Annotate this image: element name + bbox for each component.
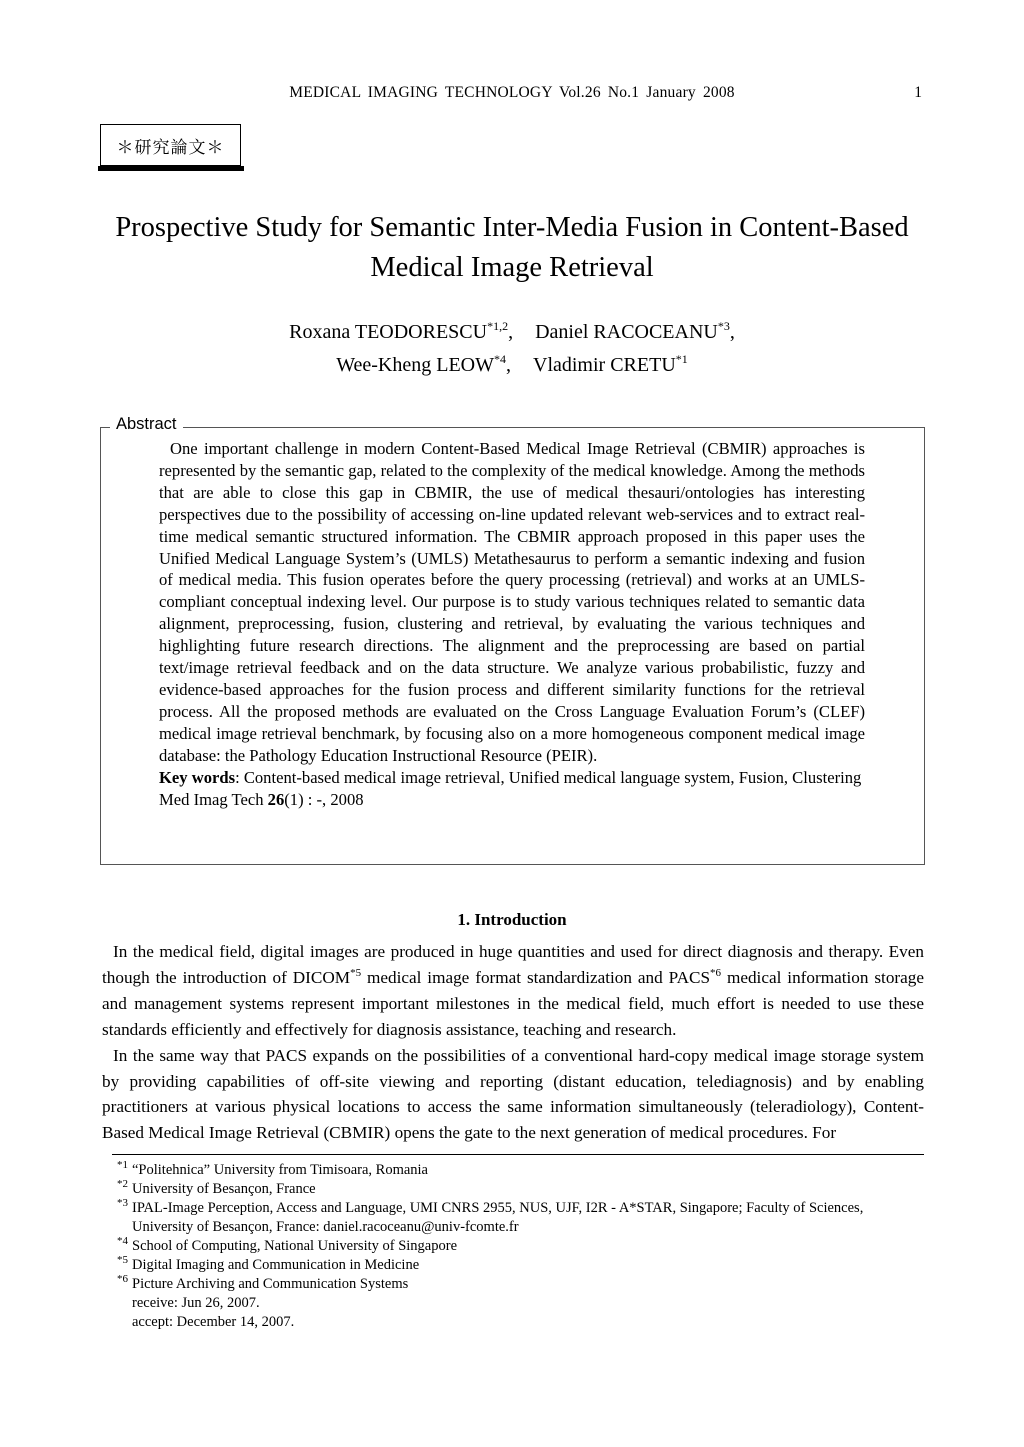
author-separator: , <box>506 354 511 376</box>
author-list <box>100 316 924 382</box>
accepted-date: accept: December 14, 2007. <box>132 1314 295 1330</box>
section-heading: 1. Introduction <box>457 910 567 929</box>
footnote <box>117 1161 877 1180</box>
intro-paragraph-1 <box>102 939 924 1043</box>
intro-text: medical image format standardization and PACS <box>361 967 711 987</box>
author-line-1 <box>100 316 924 349</box>
footnote-text: Picture Archiving and Communication Systems <box>132 1276 409 1292</box>
footnote <box>117 1275 877 1294</box>
footnote-text: IPAL-Image Perception, Access and Language, UMI CNRS 2955, NUS, UJF, I2R - A*STAR, Singapore; Faculty of Sciences, University of Besançon, France: daniel.racoceanu@univ-fcomte.fr <box>132 1200 864 1235</box>
affiliation-mark: *3 <box>717 319 730 333</box>
footnote <box>117 1199 877 1237</box>
article-category-badge: ＊研究論文＊ <box>100 124 241 166</box>
footnote-text: Digital Imaging and Communication in Medicine <box>132 1257 420 1273</box>
author-separator: , <box>729 321 735 343</box>
footnote-ref: *6 <box>710 966 722 979</box>
title-line-1: Prospective Study for Semantic Inter-Media Fusion in Content-Based <box>115 212 909 243</box>
footnote-text: “Politehnica” University from Timisoara, Romania <box>132 1162 428 1178</box>
affiliation-mark: *1,2 <box>487 319 509 333</box>
author-name: Wee-Kheng LEOW <box>336 354 494 376</box>
author-name: Roxana TEODORESCU <box>289 321 488 343</box>
footnote-mark: *6 <box>117 1273 128 1285</box>
affiliation-mark: *4 <box>494 352 506 366</box>
keywords-line <box>159 767 865 789</box>
keywords-label: Key words <box>159 767 236 787</box>
footnote <box>117 1180 877 1199</box>
footnote-mark: *3 <box>117 1197 128 1209</box>
author-name: Daniel RACOCEANU <box>535 321 718 343</box>
category-badge-underline <box>98 166 244 171</box>
footnote <box>117 1256 877 1275</box>
author-name: Vladimir CRETU <box>533 354 676 376</box>
received-date: receive: Jun 26, 2007. <box>132 1295 260 1311</box>
abstract-text: One important challenge in modern Content-Based Medical Image Retrieval (CBMIR) approaches is represented by the semantic gap, related to the complexity of the medical knowledge. Among the methods that are able to close this gap in CBMIR, the use of medical thesauri/ontologies has interesting perspectives due to the possibility of accessing on-line updated relevant web-services and to extract real-time medical semantic structured information. The CBMIR approach proposed in this paper uses the Unified Medical Language System’s (UMLS) Metathesaurus to perform a semantic indexing and fusion of medical media. This fusion operates before the query processing (retrieval) and works at an UMLS-compliant conceptual indexing level. Our purpose is to study various techniques related to semantic data alignment, preprocessing, fusion, clustering and retrieval, by evaluating the various techniques and highlighting future research directions. The alignment and the preprocessing are based on partial text/image retrieval feedback and on the data structure. We analyze various probabilistic, fuzzy and evidence-based approaches for the fusion process and different similarity functions for the retrieval process. All the proposed methods are evaluated on the Cross Language Evaluation Forum’s (CLEF) medical image retrieval benchmark, by focusing also on a more homogeneous component medical image database: the Pathology Education Instructional Resource (PEIR). <box>159 439 865 765</box>
footnote-text: School of Computing, National University of Singapore <box>132 1238 458 1254</box>
footnote-mark: *5 <box>117 1254 128 1266</box>
footnote-mark: *1 <box>117 1159 128 1171</box>
citation-line <box>159 789 865 811</box>
introduction-body <box>102 939 924 1146</box>
citation-issue: (1) : -, 2008 <box>284 789 364 809</box>
page-number: 1 <box>914 84 922 101</box>
affiliation-mark: *1 <box>675 352 688 366</box>
citation-journal: Med Imag Tech <box>159 789 268 809</box>
intro-text: In the medical field, digital images are produced in huge quantities and used for direct diagnosis and therapy. Even though the introduction of DICOM <box>102 942 924 987</box>
footnote-text: University of Besançon, France <box>132 1181 316 1197</box>
footnote-mark: *2 <box>117 1178 128 1190</box>
title-line-2: Medical Image Retrieval <box>370 252 654 283</box>
running-head: MEDICAL IMAGING TECHNOLOGY Vol.26 No.1 January 2008 <box>289 84 735 101</box>
footnotes <box>117 1161 877 1332</box>
author-separator: , <box>508 321 514 343</box>
footnote <box>117 1237 877 1256</box>
footnote-mark: *4 <box>117 1235 128 1247</box>
footnote-ref: *5 <box>350 966 362 979</box>
abstract-label: Abstract <box>110 415 183 434</box>
intro-paragraph-2: In the same way that PACS expands on the possibilities of a conventional hard-copy medical image storage system by providing capabilities of off-site viewing and reporting (distant education, telediagnosis) and by enabling practitioners at various physical locations to access the same information simultaneously (teleradiology), Content-Based Medical Image Retrieval (CBMIR) opens the gate to the next generation of medical procedures. For <box>102 1045 924 1143</box>
abstract-body <box>159 438 865 810</box>
citation-volume: 26 <box>267 789 285 809</box>
author-line-2 <box>100 349 924 382</box>
footnote-rule <box>112 1154 924 1155</box>
paper-title <box>100 208 924 288</box>
intro-text: medical information storage and management systems represent important milestones in the medical field, much effort is needed to use these standards efficiently and effectively for diagnosis assistance, teaching and research. <box>102 967 924 1039</box>
keywords-text: : Content-based medical image retrieval, Unified medical language system, Fusion, Clustering <box>235 767 862 787</box>
